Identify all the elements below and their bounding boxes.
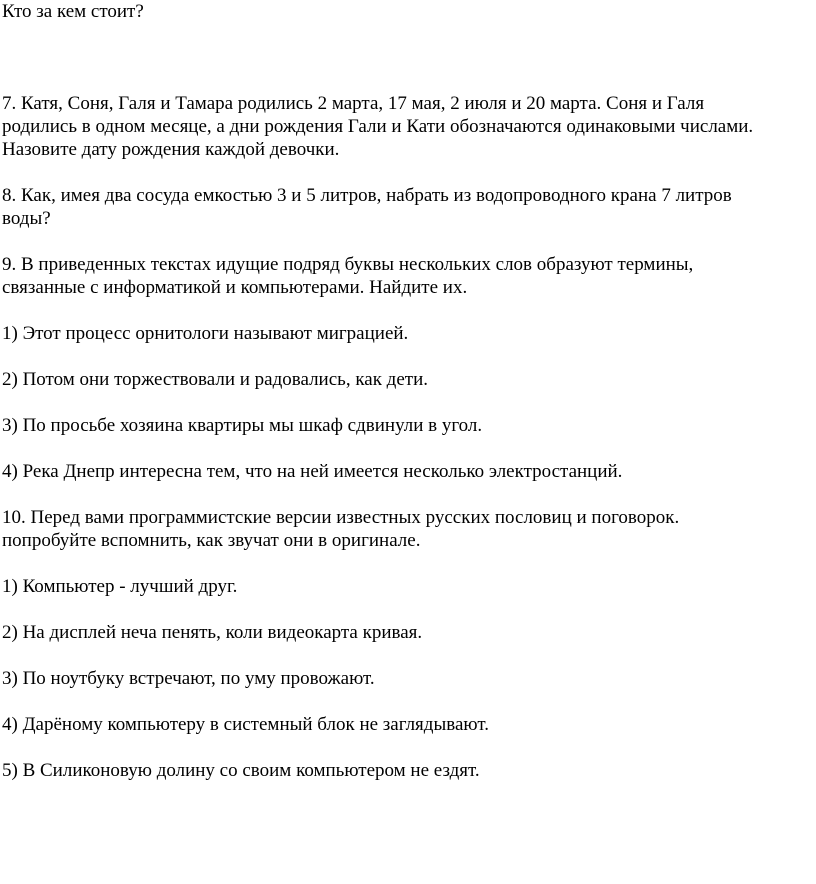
- task-9-line: связанные с информатикой и компьютерами. Найдите их.: [2, 277, 468, 298]
- task-10-item: 4) Дарёному компьютеру в системный блок не заглядывают.: [2, 714, 489, 735]
- task-7-line: 7. Катя, Соня, Галя и Тамара родились 2 марта, 17 мая, 2 июля и 20 марта. Соня и Галя: [2, 93, 705, 114]
- task-7-line: Назовите дату рождения каждой девочки.: [2, 139, 340, 160]
- task-8-line: 8. Как, имея два сосуда емкостью 3 и 5 литров, набрать из водопроводного крана 7 литров: [2, 185, 732, 206]
- task-9-item: 2) Потом они торжествовали и радовались, как дети.: [2, 369, 428, 390]
- task-7-line: родились в одном месяце, а дни рождения Гали и Кати обозначаются одинаковыми числами.: [2, 116, 754, 137]
- task-9-item: 4) Река Днепр интересна тем, что на ней имеется несколько электростанций.: [2, 461, 623, 482]
- task-9-item: 1) Этот процесс орнитологи называют миграцией.: [2, 323, 409, 344]
- task-10-line: попробуйте вспомнить, как звучат они в оригинале.: [2, 530, 421, 551]
- task-9: [2, 253, 812, 299]
- task-8-line: воды?: [2, 208, 51, 229]
- task-9-line: 9. В приведенных текстах идущие подряд буквы нескольких слов образуют термины,: [2, 254, 694, 275]
- task-10-item: 2) На дисплей неча пенять, коли видеокарта кривая.: [2, 622, 423, 643]
- document-body: [2, 0, 812, 782]
- task-10-line: 10. Перед вами программистские версии известных русских пословиц и поговорок.: [2, 507, 680, 528]
- task-10-item: 5) В Силиконовую долину со своим компьютером не ездят.: [2, 760, 480, 781]
- task-7: [2, 92, 812, 161]
- task-10-item: 1) Компьютер - лучший друг.: [2, 576, 238, 597]
- task-8: [2, 184, 812, 230]
- document-title: Кто за кем стоит?: [2, 1, 144, 22]
- task-10: [2, 506, 812, 552]
- task-10-item: 3) По ноутбуку встречают, по уму провожают.: [2, 668, 375, 689]
- task-9-item: 3) По просьбе хозяина квартиры мы шкаф сдвинули в угол.: [2, 415, 483, 436]
